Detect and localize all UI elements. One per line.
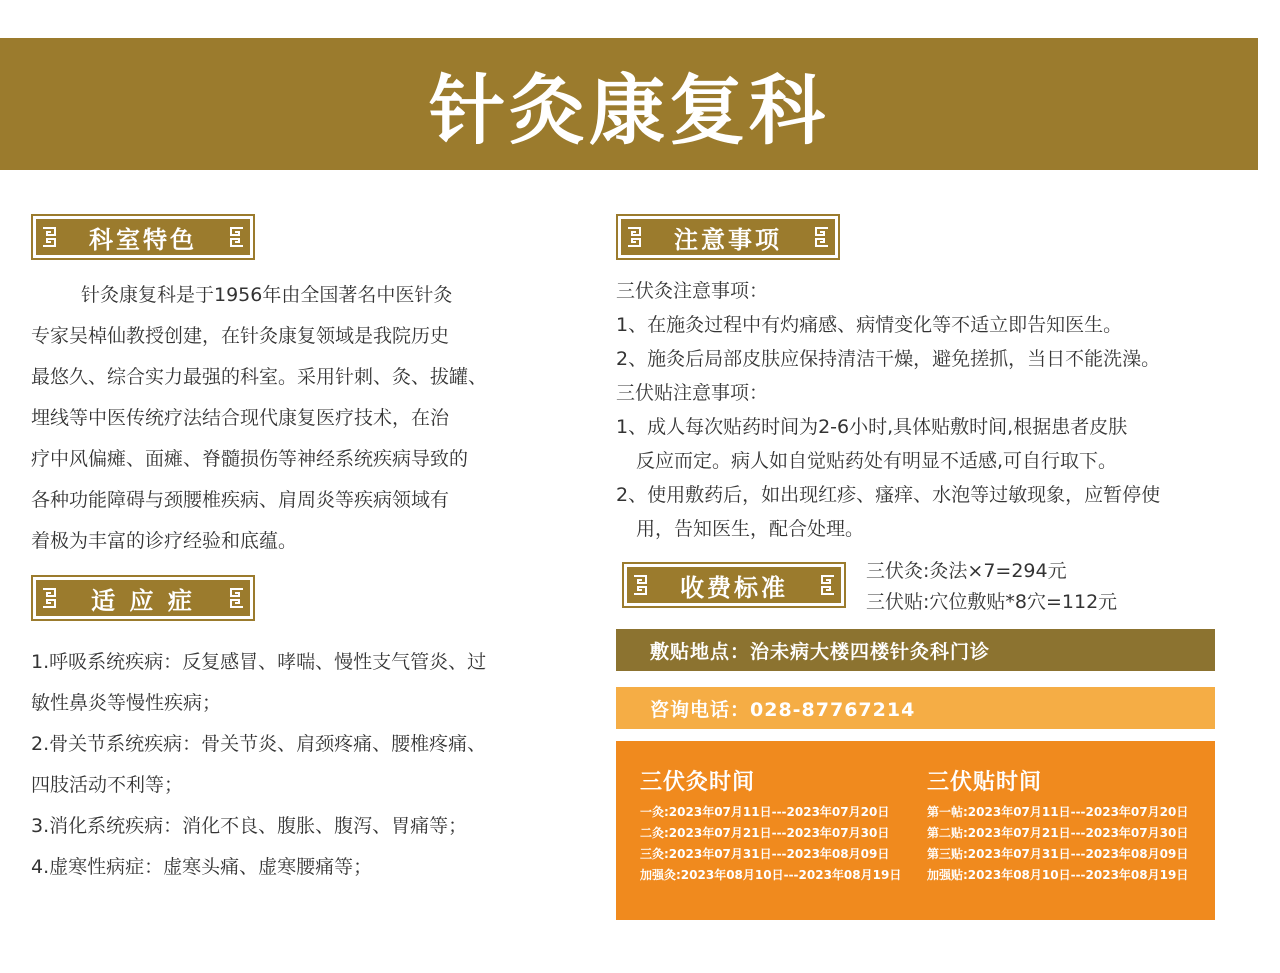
contact-phone: 咨询电话：028-87767214 — [650, 698, 916, 721]
features-line: 埋线等中医传统疗法结合现代康复医疗技术，在治 — [31, 407, 450, 429]
fees-heading — [622, 562, 846, 608]
plaster-schedule-row: 第三贴:2023年07月31日---2023年08月09日 — [927, 847, 1189, 861]
notes-line: 反应而定。病人如自觉贴药处有明显不适感,可自行取下。 — [636, 450, 1118, 472]
fret-ornament-icon — [813, 226, 829, 248]
moxibustion-schedule-row: 一灸:2023年07月11日---2023年07月20日 — [640, 805, 890, 819]
fret-ornament-icon — [42, 226, 58, 248]
indications-line: 3.消化系统疾病：消化不良、腹胀、腹泻、胃痛等； — [31, 815, 468, 837]
notes-line: 三伏灸注意事项： — [616, 280, 769, 302]
features-heading-text: 科室特色 — [89, 225, 197, 254]
location-bar — [616, 629, 1215, 671]
indications-line: 1.呼吸系统疾病：反复感冒、哮喘、慢性支气管炎、过 — [31, 651, 487, 673]
notes-heading-text: 注意事项 — [674, 225, 782, 254]
fees-heading-text: 收费标准 — [680, 573, 788, 602]
location-text: 敷贴地点：治未病大楼四楼针灸科门诊 — [650, 640, 991, 663]
fret-ornament-icon — [42, 587, 58, 609]
fret-ornament-icon — [627, 226, 643, 248]
plaster-schedule-row: 第二贴:2023年07月21日---2023年07月30日 — [927, 826, 1189, 840]
notes-heading-bar — [621, 219, 835, 255]
fees-text — [866, 556, 1117, 618]
fret-ornament-icon — [633, 574, 649, 596]
fret-ornament-icon — [228, 587, 244, 609]
fee-line: 三伏贴:穴位敷贴*8穴=112元 — [866, 591, 1118, 613]
moxibustion-schedule-row: 三灸:2023年07月31日---2023年08月09日 — [640, 847, 890, 861]
fret-ornament-icon — [228, 226, 244, 248]
features-text — [31, 275, 571, 562]
features-line: 疗中风偏瘫、面瘫、脊髓损伤等神经系统疾病导致的 — [31, 448, 469, 470]
contact-bar — [616, 687, 1215, 729]
indications-heading-bar — [36, 580, 250, 616]
notes-text — [616, 274, 1266, 546]
notes-line: 用，告知医生，配合处理。 — [636, 518, 865, 540]
features-line: 各种功能障碍与颈腰椎疾病、肩周炎等疾病领域有 — [31, 489, 450, 511]
notes-heading — [616, 214, 840, 260]
notes-line: 1、在施灸过程中有灼痛感、病情变化等不适立即告知医生。 — [616, 314, 1123, 336]
features-heading-bar — [36, 219, 250, 255]
moxibustion-schedule-row: 二灸:2023年07月21日---2023年07月30日 — [640, 826, 890, 840]
notes-line: 1、成人每次贴药时间为2-6小时,具体贴敷时间,根据患者皮肤 — [616, 416, 1128, 438]
fee-line: 三伏灸:灸法×7=294元 — [866, 560, 1067, 582]
indications-line: 四肢活动不利等； — [31, 774, 184, 796]
indications-line: 敏性鼻炎等慢性疾病； — [31, 692, 222, 714]
plaster-schedule — [927, 765, 1188, 886]
plaster-schedule-row: 第一帖:2023年07月11日---2023年07月20日 — [927, 805, 1189, 819]
moxibustion-schedule-title: 三伏灸时间 — [640, 770, 756, 795]
notes-line: 2、施灸后局部皮肤应保持清洁干燥，避免搓抓，当日不能洗澡。 — [616, 348, 1161, 370]
indications-line: 4.虚寒性病症：虚寒头痛、虚寒腰痛等； — [31, 856, 373, 878]
moxibustion-schedule-row: 加强灸:2023年08月10日---2023年08月19日 — [640, 868, 902, 882]
features-line: 专家吴棹仙教授创建，在针灸康复领域是我院历史 — [31, 325, 450, 347]
features-line: 针灸康复科是于1956年由全国著名中医针灸 — [81, 284, 453, 306]
features-line: 着极为丰富的诊疗经验和底蕴。 — [31, 530, 298, 552]
notes-line: 三伏贴注意事项： — [616, 382, 769, 404]
page-title: 针灸康复科 — [429, 65, 829, 155]
plaster-schedule-row: 加强贴:2023年08月10日---2023年08月19日 — [927, 868, 1189, 882]
fees-heading-bar — [627, 567, 841, 603]
plaster-schedule-title: 三伏贴时间 — [927, 770, 1043, 795]
indications-heading-text: 适 应 症 — [91, 586, 195, 615]
schedule-box — [616, 741, 1215, 920]
fret-ornament-icon — [819, 574, 835, 596]
indications-list — [31, 642, 571, 888]
features-line: 最悠久、综合实力最强的科室。采用针刺、灸、拔罐、 — [31, 366, 488, 388]
moxibustion-schedule — [640, 765, 901, 886]
title-banner — [0, 38, 1258, 170]
indications-heading — [31, 575, 255, 621]
notes-line: 2、使用敷药后，如出现红疹、瘙痒、水泡等过敏现象，应暂停使 — [616, 484, 1161, 506]
features-heading — [31, 214, 255, 260]
indications-line: 2.骨关节系统疾病：骨关节炎、肩颈疼痛、腰椎疼痛、 — [31, 733, 487, 755]
